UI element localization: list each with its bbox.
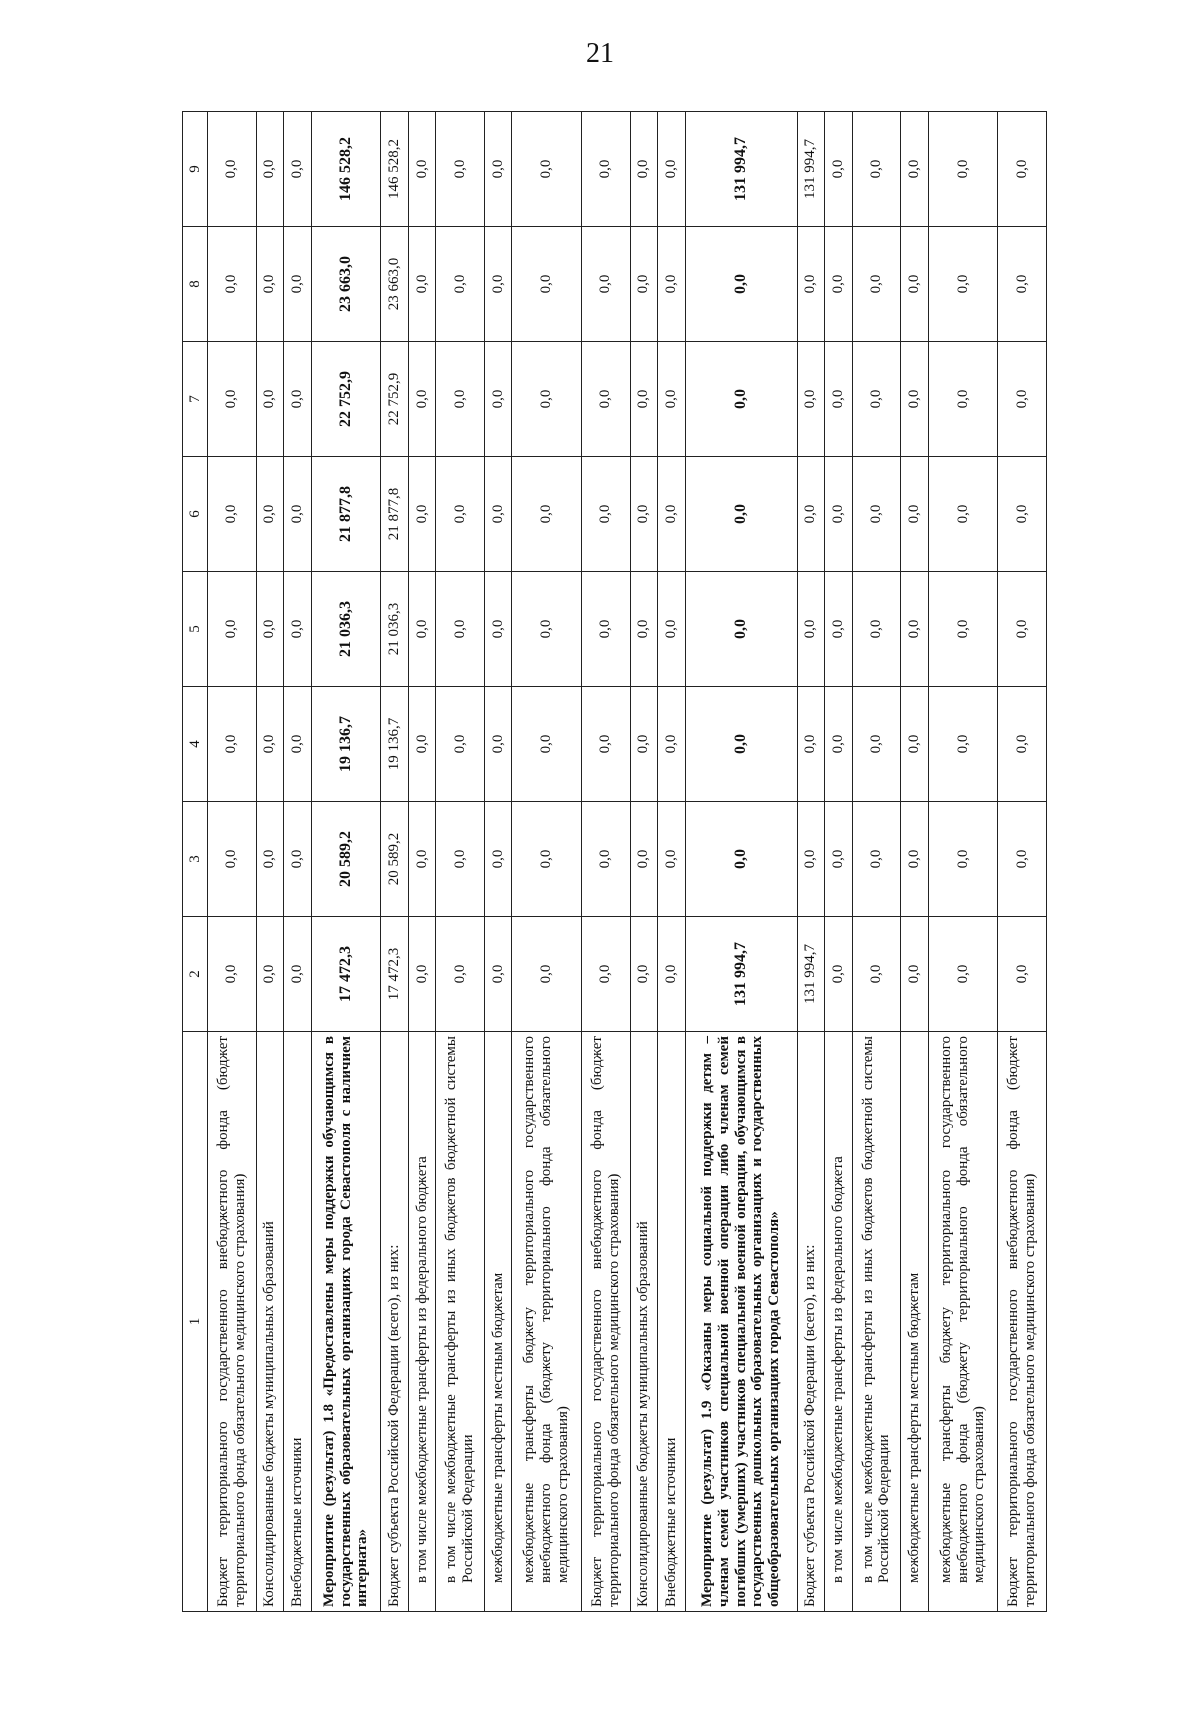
row-label: Бюджет территориального государственного внебюджетного фонда (бюджет территориального фонда обязательного медицинского страхования) bbox=[208, 1032, 257, 1612]
cell-value: 0,0 bbox=[582, 457, 631, 572]
rotated-table-wrapper bbox=[182, 112, 1047, 1612]
cell-value: 0,0 bbox=[436, 457, 485, 572]
cell-value: 0,0 bbox=[284, 917, 311, 1032]
cell-value: 0,0 bbox=[797, 342, 824, 457]
cell-value: 21 036,3 bbox=[311, 572, 381, 687]
cell-value: 0,0 bbox=[256, 112, 283, 227]
cell-value: 0,0 bbox=[928, 342, 998, 457]
table-row bbox=[685, 112, 797, 1612]
cell-value: 0,0 bbox=[484, 917, 511, 1032]
cell-value: 0,0 bbox=[998, 227, 1047, 342]
cell-value: 0,0 bbox=[484, 112, 511, 227]
cell-value: 0,0 bbox=[901, 342, 928, 457]
cell-value: 0,0 bbox=[284, 342, 311, 457]
cell-value: 0,0 bbox=[436, 227, 485, 342]
cell-value: 0,0 bbox=[582, 802, 631, 917]
table-row bbox=[284, 112, 311, 1612]
cell-value: 0,0 bbox=[658, 802, 685, 917]
cell-value: 0,0 bbox=[484, 227, 511, 342]
cell-value: 0,0 bbox=[928, 572, 998, 687]
row-label: Внебюджетные источники bbox=[658, 1032, 685, 1612]
page-number: 21 bbox=[586, 38, 614, 69]
cell-value: 0,0 bbox=[825, 917, 852, 1032]
table-row bbox=[256, 112, 283, 1612]
table-row bbox=[512, 112, 582, 1612]
cell-value: 131 994,7 bbox=[797, 112, 824, 227]
cell-value: 0,0 bbox=[658, 227, 685, 342]
cell-value: 0,0 bbox=[512, 687, 582, 802]
column-header-2: 2 bbox=[183, 917, 208, 1032]
cell-value: 0,0 bbox=[408, 112, 435, 227]
cell-value: 0,0 bbox=[408, 457, 435, 572]
cell-value: 0,0 bbox=[484, 457, 511, 572]
cell-value: 0,0 bbox=[284, 112, 311, 227]
cell-value: 0,0 bbox=[582, 112, 631, 227]
cell-value: 131 994,7 bbox=[685, 917, 797, 1032]
column-header-4: 4 bbox=[183, 687, 208, 802]
cell-value: 0,0 bbox=[658, 112, 685, 227]
cell-value: 0,0 bbox=[284, 802, 311, 917]
cell-value: 0,0 bbox=[582, 917, 631, 1032]
table-row bbox=[408, 112, 435, 1612]
cell-value: 19 136,7 bbox=[311, 687, 381, 802]
table-row bbox=[928, 112, 998, 1612]
cell-value: 0,0 bbox=[658, 687, 685, 802]
cell-value: 23 663,0 bbox=[381, 227, 408, 342]
cell-value: 0,0 bbox=[284, 227, 311, 342]
row-label: Внебюджетные источники bbox=[284, 1032, 311, 1612]
cell-value: 17 472,3 bbox=[381, 917, 408, 1032]
cell-value: 0,0 bbox=[436, 917, 485, 1032]
cell-value: 0,0 bbox=[901, 227, 928, 342]
cell-value: 0,0 bbox=[901, 457, 928, 572]
table-body bbox=[208, 112, 1047, 1612]
cell-value: 0,0 bbox=[436, 342, 485, 457]
cell-value: 0,0 bbox=[658, 572, 685, 687]
cell-value: 0,0 bbox=[658, 917, 685, 1032]
column-header-3: 3 bbox=[183, 802, 208, 917]
header-row bbox=[183, 112, 208, 1612]
row-label: в том числе межбюджетные трансферты из иных бюджетов бюджетной системы Российской Федерации bbox=[852, 1032, 901, 1612]
row-label: Бюджет субъекта Российской Федерации (всего), из них: bbox=[381, 1032, 408, 1612]
cell-value: 0,0 bbox=[484, 802, 511, 917]
cell-value: 0,0 bbox=[284, 457, 311, 572]
cell-value: 0,0 bbox=[928, 917, 998, 1032]
cell-value: 0,0 bbox=[208, 687, 257, 802]
cell-value: 0,0 bbox=[685, 227, 797, 342]
cell-value: 0,0 bbox=[928, 802, 998, 917]
cell-value: 0,0 bbox=[685, 687, 797, 802]
cell-value: 0,0 bbox=[630, 457, 657, 572]
cell-value: 0,0 bbox=[852, 572, 901, 687]
cell-value: 0,0 bbox=[484, 687, 511, 802]
cell-value: 0,0 bbox=[998, 457, 1047, 572]
cell-value: 20 589,2 bbox=[381, 802, 408, 917]
cell-value: 0,0 bbox=[484, 572, 511, 687]
cell-value: 0,0 bbox=[928, 227, 998, 342]
cell-value: 0,0 bbox=[901, 572, 928, 687]
cell-value: 0,0 bbox=[512, 917, 582, 1032]
table-row bbox=[998, 112, 1047, 1612]
cell-value: 0,0 bbox=[630, 917, 657, 1032]
cell-value: 0,0 bbox=[408, 917, 435, 1032]
cell-value: 0,0 bbox=[256, 917, 283, 1032]
cell-value: 0,0 bbox=[436, 112, 485, 227]
cell-value: 0,0 bbox=[256, 687, 283, 802]
cell-value: 0,0 bbox=[512, 112, 582, 227]
cell-value: 0,0 bbox=[630, 572, 657, 687]
cell-value: 0,0 bbox=[998, 342, 1047, 457]
cell-value: 0,0 bbox=[685, 802, 797, 917]
cell-value: 0,0 bbox=[256, 227, 283, 342]
cell-value: 0,0 bbox=[901, 917, 928, 1032]
cell-value: 0,0 bbox=[208, 802, 257, 917]
cell-value: 0,0 bbox=[256, 342, 283, 457]
cell-value: 0,0 bbox=[208, 572, 257, 687]
table-row bbox=[311, 112, 381, 1612]
cell-value: 0,0 bbox=[408, 572, 435, 687]
budget-table bbox=[182, 111, 1047, 1612]
cell-value: 0,0 bbox=[436, 572, 485, 687]
cell-value: 0,0 bbox=[797, 457, 824, 572]
row-label: в том числе межбюджетные трансферты из федерального бюджета bbox=[408, 1032, 435, 1612]
row-label: межбюджетные трансферты местным бюджетам bbox=[901, 1032, 928, 1612]
cell-value: 146 528,2 bbox=[381, 112, 408, 227]
cell-value: 0,0 bbox=[928, 112, 998, 227]
cell-value: 0,0 bbox=[512, 802, 582, 917]
cell-value: 0,0 bbox=[484, 342, 511, 457]
cell-value: 0,0 bbox=[582, 572, 631, 687]
cell-value: 0,0 bbox=[797, 687, 824, 802]
cell-value: 0,0 bbox=[852, 917, 901, 1032]
row-label: в том числе межбюджетные трансферты из федерального бюджета bbox=[825, 1032, 852, 1612]
cell-value: 0,0 bbox=[998, 917, 1047, 1032]
cell-value: 0,0 bbox=[408, 802, 435, 917]
cell-value: 0,0 bbox=[852, 342, 901, 457]
row-label: Консолидированные бюджеты муниципальных образований bbox=[256, 1032, 283, 1612]
table-row bbox=[582, 112, 631, 1612]
cell-value: 0,0 bbox=[630, 112, 657, 227]
cell-value: 0,0 bbox=[284, 572, 311, 687]
cell-value: 0,0 bbox=[852, 687, 901, 802]
cell-value: 0,0 bbox=[852, 802, 901, 917]
table-row bbox=[436, 112, 485, 1612]
cell-value: 0,0 bbox=[658, 457, 685, 572]
row-label: межбюджетные трансферты бюджету территориального государственного внебюджетного фонда (бюджету территориального фонда обязательного медицинского страхования) bbox=[512, 1032, 582, 1612]
cell-value: 21 036,3 bbox=[381, 572, 408, 687]
cell-value: 0,0 bbox=[797, 802, 824, 917]
cell-value: 0,0 bbox=[630, 342, 657, 457]
table-row bbox=[901, 112, 928, 1612]
cell-value: 0,0 bbox=[658, 342, 685, 457]
row-label: Бюджет территориального государственного внебюджетного фонда (бюджет территориального фонда обязательного медицинского страхования) bbox=[998, 1032, 1047, 1612]
cell-value: 0,0 bbox=[797, 572, 824, 687]
table-row bbox=[852, 112, 901, 1612]
cell-value: 131 994,7 bbox=[797, 917, 824, 1032]
row-label: Мероприятие (результат) 1.9 «Оказаны меры социальной поддержки детям – членам семей участников специальной военной операции либо членам семей погибших (умерших) участников специальной военной операции, обучающимся в государственных дошкольных образовательных организациях и государственных общеобразовательных организациях города Севастополя» bbox=[685, 1032, 797, 1612]
cell-value: 0,0 bbox=[685, 342, 797, 457]
cell-value: 131 994,7 bbox=[685, 112, 797, 227]
cell-value: 0,0 bbox=[208, 227, 257, 342]
cell-value: 0,0 bbox=[208, 917, 257, 1032]
cell-value: 0,0 bbox=[852, 457, 901, 572]
cell-value: 0,0 bbox=[852, 112, 901, 227]
cell-value: 0,0 bbox=[901, 802, 928, 917]
cell-value: 0,0 bbox=[901, 687, 928, 802]
cell-value: 0,0 bbox=[901, 112, 928, 227]
cell-value: 0,0 bbox=[825, 457, 852, 572]
table-row bbox=[484, 112, 511, 1612]
cell-value: 0,0 bbox=[582, 227, 631, 342]
column-header-1: 1 bbox=[183, 1032, 208, 1612]
cell-value: 0,0 bbox=[852, 227, 901, 342]
table-row bbox=[381, 112, 408, 1612]
table-row bbox=[797, 112, 824, 1612]
column-header-8: 8 bbox=[183, 227, 208, 342]
cell-value: 0,0 bbox=[825, 112, 852, 227]
table-row bbox=[630, 112, 657, 1612]
row-label: в том числе межбюджетные трансферты из иных бюджетов бюджетной системы Российской Федерации bbox=[436, 1032, 485, 1612]
cell-value: 0,0 bbox=[512, 342, 582, 457]
cell-value: 19 136,7 bbox=[381, 687, 408, 802]
cell-value: 0,0 bbox=[208, 457, 257, 572]
table-row bbox=[208, 112, 257, 1612]
row-label: Консолидированные бюджеты муниципальных образований bbox=[630, 1032, 657, 1612]
cell-value: 17 472,3 bbox=[311, 917, 381, 1032]
cell-value: 0,0 bbox=[998, 802, 1047, 917]
cell-value: 0,0 bbox=[436, 802, 485, 917]
cell-value: 0,0 bbox=[998, 687, 1047, 802]
cell-value: 0,0 bbox=[630, 687, 657, 802]
cell-value: 23 663,0 bbox=[311, 227, 381, 342]
cell-value: 21 877,8 bbox=[381, 457, 408, 572]
cell-value: 0,0 bbox=[825, 687, 852, 802]
cell-value: 0,0 bbox=[256, 572, 283, 687]
cell-value: 0,0 bbox=[825, 227, 852, 342]
cell-value: 0,0 bbox=[685, 457, 797, 572]
cell-value: 0,0 bbox=[408, 342, 435, 457]
cell-value: 0,0 bbox=[582, 687, 631, 802]
cell-value: 20 589,2 bbox=[311, 802, 381, 917]
cell-value: 0,0 bbox=[256, 457, 283, 572]
cell-value: 0,0 bbox=[825, 802, 852, 917]
column-header-5: 5 bbox=[183, 572, 208, 687]
cell-value: 0,0 bbox=[928, 687, 998, 802]
row-label: межбюджетные трансферты бюджету территориального государственного внебюджетного фонда (бюджету территориального фонда обязательного медицинского страхования) bbox=[928, 1032, 998, 1612]
cell-value: 0,0 bbox=[998, 112, 1047, 227]
column-header-7: 7 bbox=[183, 342, 208, 457]
cell-value: 0,0 bbox=[582, 342, 631, 457]
cell-value: 0,0 bbox=[408, 227, 435, 342]
cell-value: 0,0 bbox=[797, 227, 824, 342]
cell-value: 0,0 bbox=[825, 342, 852, 457]
cell-value: 146 528,2 bbox=[311, 112, 381, 227]
table-row bbox=[825, 112, 852, 1612]
cell-value: 0,0 bbox=[928, 457, 998, 572]
row-label: Бюджет территориального государственного внебюджетного фонда (бюджет территориального фонда обязательного медицинского страхования) bbox=[582, 1032, 631, 1612]
cell-value: 0,0 bbox=[284, 687, 311, 802]
column-header-9: 9 bbox=[183, 112, 208, 227]
row-label: Бюджет субъекта Российской Федерации (всего), из них: bbox=[797, 1032, 824, 1612]
cell-value: 0,0 bbox=[998, 572, 1047, 687]
row-label: Мероприятие (результат) 1.8 «Предоставлены меры поддержки обучающимся в государственных образовательных организациях города Севастополя с наличием интерната» bbox=[311, 1032, 381, 1612]
cell-value: 0,0 bbox=[825, 572, 852, 687]
cell-value: 22 752,9 bbox=[311, 342, 381, 457]
cell-value: 0,0 bbox=[436, 687, 485, 802]
cell-value: 0,0 bbox=[208, 112, 257, 227]
cell-value: 0,0 bbox=[512, 572, 582, 687]
table-row bbox=[658, 112, 685, 1612]
cell-value: 0,0 bbox=[256, 802, 283, 917]
cell-value: 0,0 bbox=[512, 227, 582, 342]
cell-value: 0,0 bbox=[630, 227, 657, 342]
cell-value: 0,0 bbox=[512, 457, 582, 572]
cell-value: 0,0 bbox=[630, 802, 657, 917]
cell-value: 0,0 bbox=[408, 687, 435, 802]
column-header-6: 6 bbox=[183, 457, 208, 572]
cell-value: 22 752,9 bbox=[381, 342, 408, 457]
row-label: межбюджетные трансферты местным бюджетам bbox=[484, 1032, 511, 1612]
cell-value: 21 877,8 bbox=[311, 457, 381, 572]
cell-value: 0,0 bbox=[208, 342, 257, 457]
cell-value: 0,0 bbox=[685, 572, 797, 687]
